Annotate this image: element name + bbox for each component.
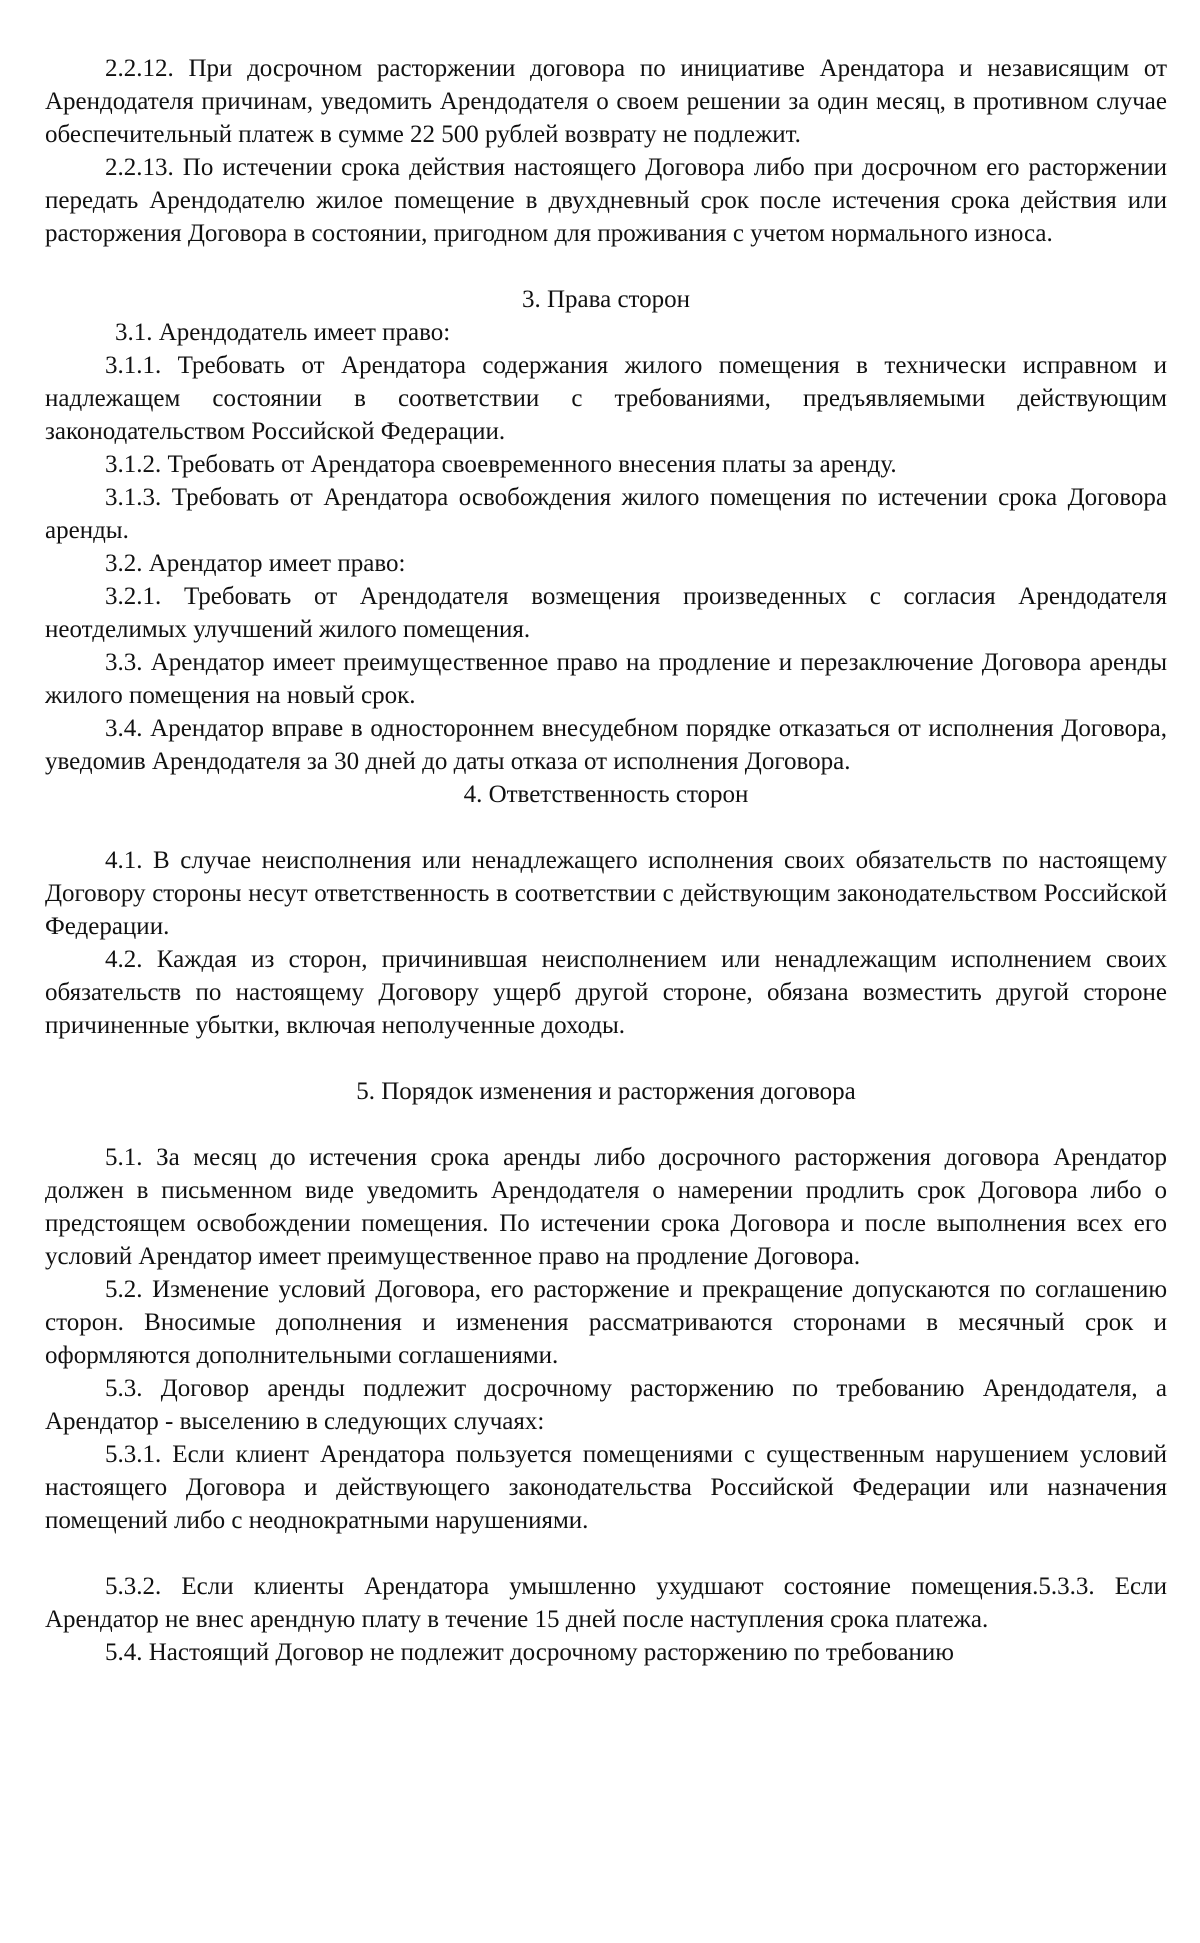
section-heading-3: 3. Права сторон <box>521 286 691 313</box>
paragraph-3-2: 3.2. Арендатор имеет право: <box>105 550 406 577</box>
paragraph-5-3-2: 5.3.2. Если клиенты Арендатора умышленно ухудшают состояние помещения.5.3.3. Если Арендатор не внес арендную плату в течение 15 дней после наступления срока платежа. <box>45 1573 1167 1633</box>
paragraph-3-2-1: 3.2.1. Требовать от Арендодателя возмещения произведенных с согласия Арендодателя неотделимых улучшений жилого помещения. <box>45 583 1167 643</box>
paragraph-3-1-2: 3.1.2. Требовать от Арендатора своевременного внесения платы за аренду. <box>105 451 897 478</box>
paragraph-3-1-1: 3.1.1. Требовать от Арендатора содержания жилого помещения в технически исправном и надлежащем состоянии в соответствии с требованиями, предъявляемыми действующим законодательством Российской Федерации. <box>45 352 1167 445</box>
paragraph-3-4: 3.4. Арендатор вправе в одностороннем внесудебном порядке отказаться от исполнения Договора, уведомив Арендодателя за 30 дней до даты отказа от исполнения Договора. <box>45 715 1167 775</box>
paragraph-5-3-1: 5.3.1. Если клиент Арендатора пользуется помещениями с существенным нарушением условий настоящего Договора и действующего законодательства Российской Федерации или назначения помещений либо с неоднократными нарушениями. <box>45 1441 1167 1534</box>
paragraph-4-2: 4.2. Каждая из сторон, причинившая неисполнением или ненадлежащим исполнением своих обязательств по настоящему Договору ущерб другой стороне, обязана возместить другой стороне причиненные убытки, включая неполученные доходы. <box>45 946 1167 1039</box>
paragraph-5-4: 5.4. Настоящий Договор не подлежит досрочному расторжению по требованию <box>105 1639 954 1666</box>
paragraph-5-1: 5.1. За месяц до истечения срока аренды либо досрочного расторжения договора Арендатор должен в письменном виде уведомить Арендодателя о намерении продлить срок Договора либо о предстоящем освобождении помещения. По истечении срока Договора и после выполнения всех его условий Арендатор имеет преимущественное право на продление Договора. <box>45 1144 1167 1270</box>
section-heading-5: 5. Порядок изменения и расторжения договора <box>356 1078 856 1105</box>
paragraph-4-1: 4.1. В случае неисполнения или ненадлежащего исполнения своих обязательств по настоящему Договору стороны несут ответственность в соответствии с действующим законодательством Российской Федерации. <box>45 847 1167 940</box>
paragraph-2-2-12: 2.2.12. При досрочном расторжении договора по инициативе Арендатора и независящим от Арендодателя причинам, уведомить Арендодателя о своем решении за один месяц, в противном случае обеспечительный платеж в сумме 22 500 рублей возврату не подлежит. <box>45 55 1167 148</box>
paragraph-3-1-3: 3.1.3. Требовать от Арендатора освобождения жилого помещения по истечении срока Договора аренды. <box>45 484 1167 544</box>
paragraph-3-3: 3.3. Арендатор имеет преимущественное право на продление и перезаключение Договора аренды жилого помещения на новый срок. <box>45 649 1167 709</box>
paragraph-3-1: 3.1. Арендодатель имеет право: <box>115 319 451 346</box>
document-page <box>45 52 1167 1669</box>
paragraph-5-2: 5.2. Изменение условий Договора, его расторжение и прекращение допускаются по соглашению сторон. Вносимые дополнения и изменения рассматриваются сторонами в месячный срок и оформляются дополнительными соглашениями. <box>45 1276 1167 1369</box>
paragraph-2-2-13: 2.2.13. По истечении срока действия настоящего Договора либо при досрочном его расторжении передать Арендодателю жилое помещение в двухдневный срок после истечения срока действия или расторжения Договора в состоянии, пригодном для проживания с учетом нормального износа. <box>45 154 1167 247</box>
paragraph-5-3: 5.3. Договор аренды подлежит досрочному расторжению по требованию Арендодателя, а Арендатор - выселению в следующих случаях: <box>45 1375 1167 1435</box>
section-heading-4: 4. Ответственность сторон <box>463 781 749 808</box>
